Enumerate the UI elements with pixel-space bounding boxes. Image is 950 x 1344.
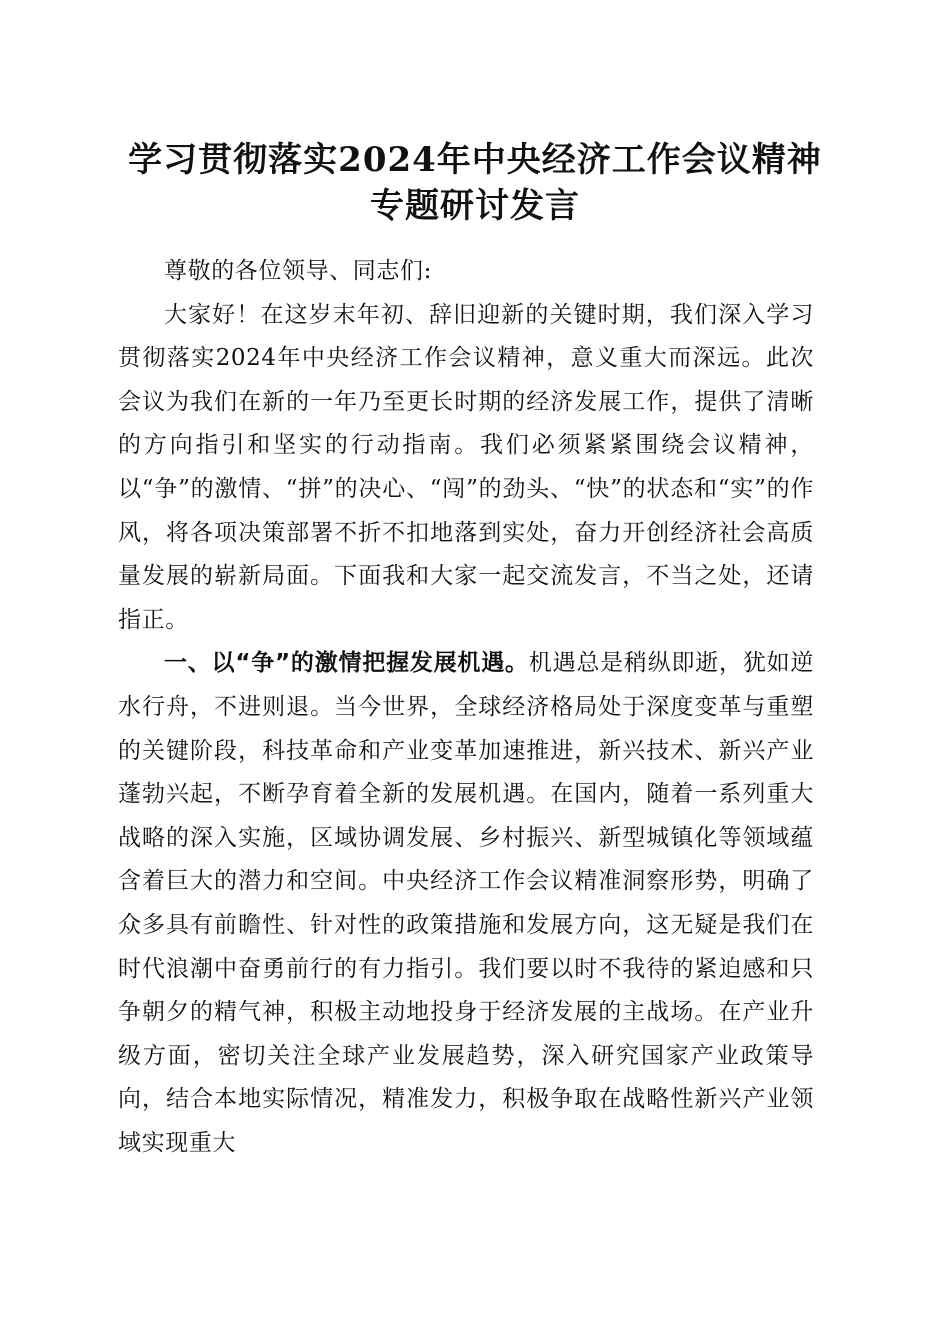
salutation: 尊敬的各位领导、同志们: <box>164 258 432 284</box>
document-title-line-2: 专题研讨发言 <box>370 186 580 226</box>
section-1-paragraph <box>118 642 814 1165</box>
section-1-heading: 一、以“争”的激情把握发展机遇。 <box>164 650 529 677</box>
document-body <box>118 250 814 1165</box>
intro-paragraph: 大家好！在这岁末年初、辞旧迎新的关键时期，我们深入学习贯彻落实2024年中央经济工作会议精神，意义重大而深远。此次会议为我们在新的一年乃至更长时期的经济发展工作，提供了清晰的方向指引和坚实的行动指南。我们必须紧紧围绕会议精神，以“争”的激情、“拼”的决心、“闯”的劲头、“快”的状态和“实”的作风，将各项决策部署不折不扣地落到实处，奋力开创经济社会高质量发展的崭新局面。下面我和大家一起交流发言，不当之处，还请指正。 <box>118 301 814 633</box>
section-1-text: 机遇总是稍纵即逝，犹如逆水行舟，不进则退。当今世界，全球经济格局处于深度变革与重塑的关键阶段，科技革命和产业变革加速推进，新兴技术、新兴产业蓬勃兴起，不断孕育着全新的发展机遇。在国内，随着一系列重大战略的深入实施，区域协调发展、乡村振兴、新型城镇化等领域蕴含着巨大的潜力和空间。中央经济工作会议精准洞察形势，明确了众多具有前瞻性、针对性的政策措施和发展方向，这无疑是我们在时代浪潮中奋勇前行的有力指引。我们要以时不我待的紧迫感和只争朝夕的精气神，积极主动地投身于经济发展的主战场。在产业升级方面，密切关注全球产业发展趋势，深入研究国家产业政策导向，结合本地实际情况，精准发力，积极争取在战略性新兴产业领域实现重大 <box>118 650 814 1156</box>
document-title-line-1: 学习贯彻落实2024年中央经济工作会议精神 <box>128 140 822 180</box>
